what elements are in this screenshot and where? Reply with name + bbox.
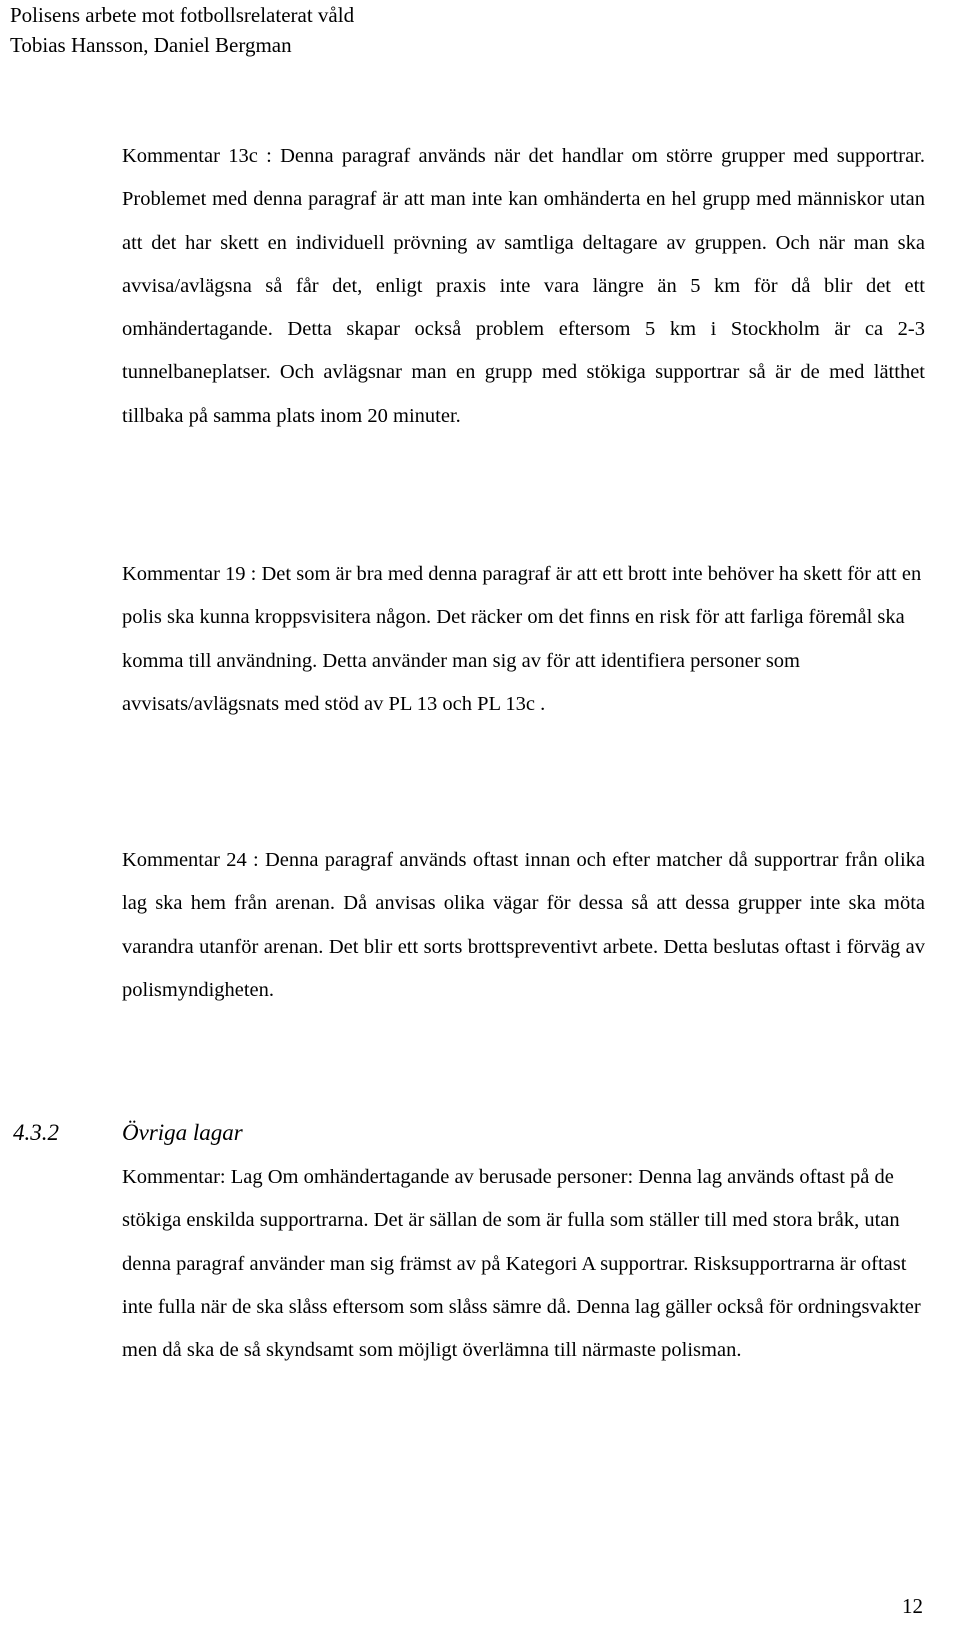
running-header: [10, 0, 354, 60]
document-authors: Tobias Hansson, Daniel Bergman: [10, 33, 292, 57]
section-number: 4.3.2: [13, 1120, 59, 1145]
comment-19-paragraph: Kommentar 19 : Det som är bra med denna paragraf är att ett brott inte behöver ha skett för att en polis ska kunna kroppsvisitera någon. Det räcker om det finns en risk för att farliga föremål ska komma till användning. Detta använder man sig av för att identifiera personer som avvisats/avlägsnats med stöd av PL 13 och PL 13c .: [122, 563, 922, 715]
document-title: Polisens arbete mot fotbollsrelaterat våld: [10, 3, 355, 27]
comment-law-paragraph: Kommentar: Lag Om omhändertagande av berusade personer: Denna lag används oftast på de stökiga enskilda supportrarna. Det är sällan de som är fulla som ställer till med stora bråk, utan denna paragraf använder man sig främst av på Kategori A supportrar. Risksupportrarna är oftast inte fulla när de ska slåss eftersom som slåss sämre då. Denna lag gäller också för ordningsvakter men då ska de så skyndsamt som möjligt överlämna till närmaste polisman.: [122, 1166, 921, 1362]
page-number: 12: [902, 1594, 923, 1618]
comment-13c-paragraph: Kommentar 13c : Denna paragraf används när det handlar om större grupper med supportrar. Problemet med denna paragraf är att man inte kan omhänderta en hel grupp med människor utan att det har skett en individuell prövning av samtliga deltagare av gruppen. Och när man ska avvisa/avlägsna så får det, enligt praxis inte vara längre än 5 km för då blir det ett omhändertagande. Detta skapar också problem eftersom 5 km i Stockholm är ca 2-3 tunnelbaneplatser. Och avlägsnar man en grupp med stökiga supportrar så är de med lätthet tillbaka på samma plats inom 20 minuter.: [122, 145, 925, 427]
comment-24-paragraph: Kommentar 24 : Denna paragraf används oftast innan och efter matcher då supportrar från olika lag ska hem från arenan. Då anvisas olika vägar för dessa så att dessa grupper inte ska möta varandra utanför arenan. Det blir ett sorts brottspreventivt arbete. Detta beslutas oftast i förväg av polismyndigheten.: [122, 849, 925, 1001]
section-title: Övriga lagar: [122, 1120, 243, 1145]
